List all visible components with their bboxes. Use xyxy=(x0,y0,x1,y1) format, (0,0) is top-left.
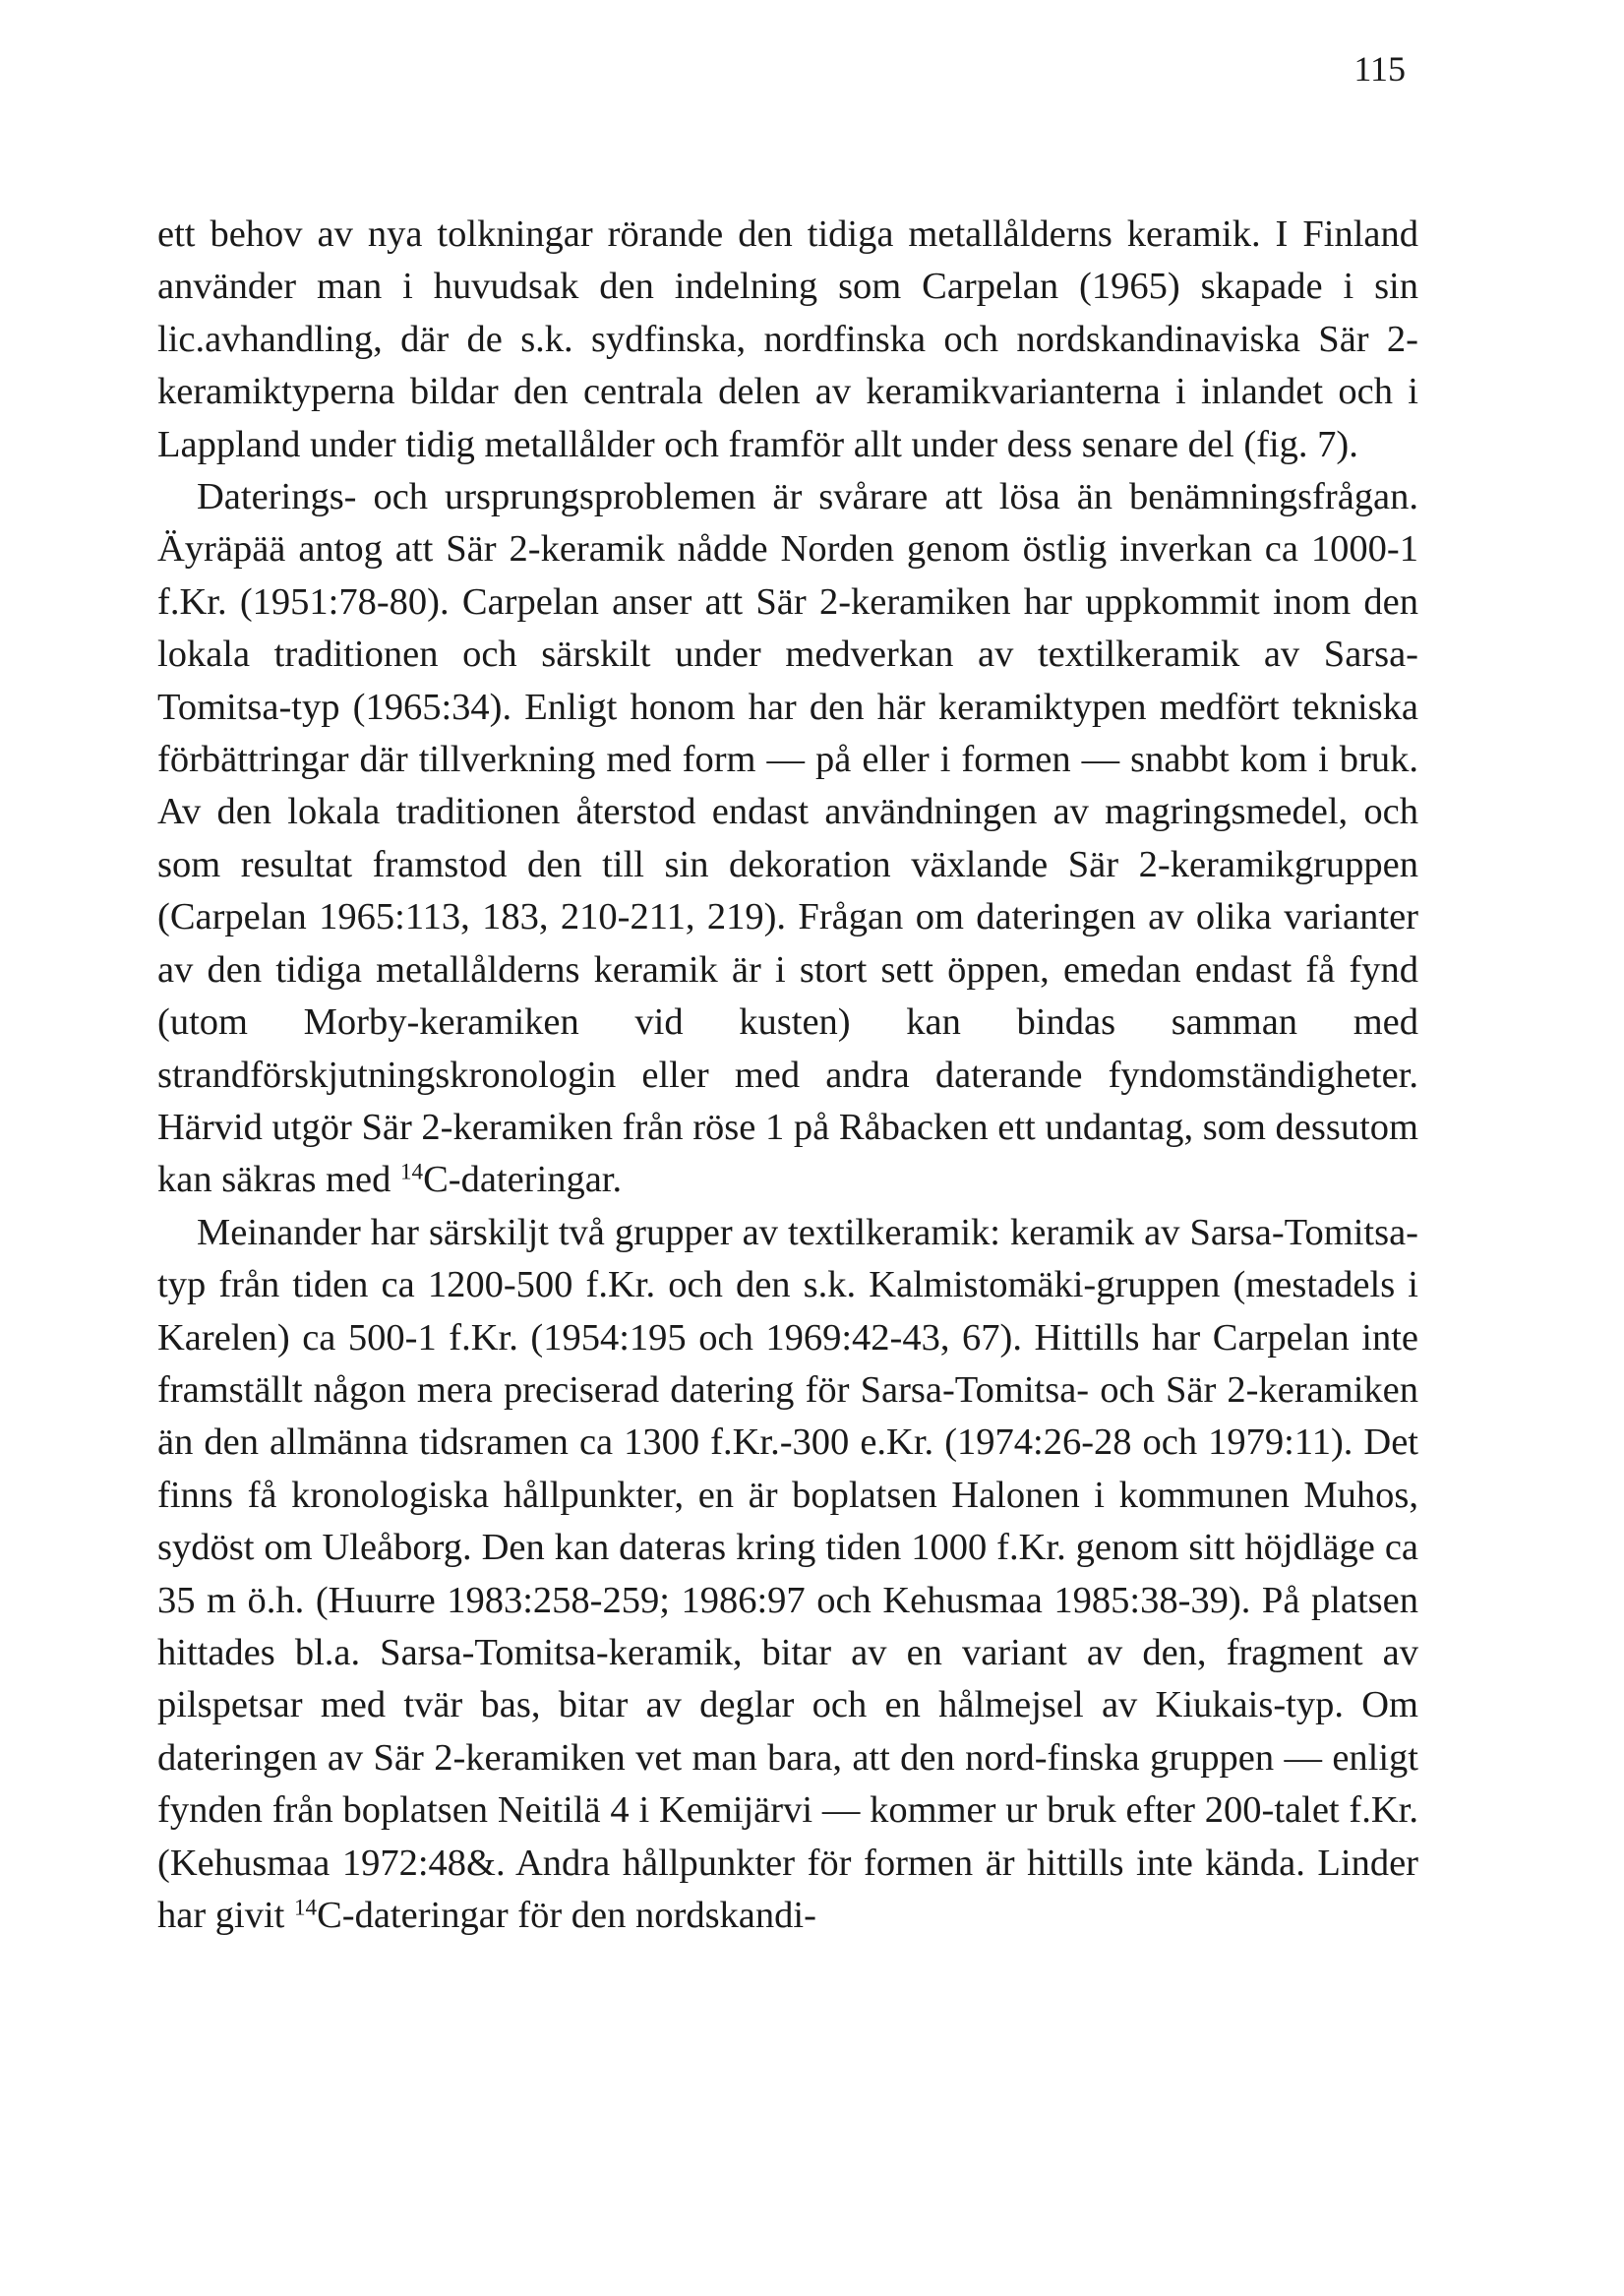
paragraph-2 xyxy=(157,471,1418,1207)
body-text xyxy=(157,209,1418,1942)
paragraph-3 xyxy=(157,1207,1418,1943)
paragraph-3-text-end: C-dateringar för den nordskandi- xyxy=(317,1895,816,1936)
paragraph-2-text-end: C-dateringar. xyxy=(423,1159,623,1201)
superscript-14: 14 xyxy=(399,1158,424,1184)
page-number: 115 xyxy=(1353,49,1406,89)
paragraph-2-text: Daterings- och ursprungsproblemen är svårare att lösa än benämningsfrågan. Äyräpää antog att Sär 2-keramik nådde Norden genom östlig inverkan ca 1000-1 f.Kr. (1951:78-80). Carpelan anser att Sär 2-keramiken har uppkommit inom den lokala traditionen och särskilt under medverkan av textilkeramik av Sarsa-Tomitsa-typ (1965:34). Enligt honom har den här keramiktypen medfört tekniska förbättringar där tillverkning med form — på eller i formen — snabbt kom i bruk. Av den lokala traditionen återstod endast användningen av magringsmedel, och som resultat framstod den till sin dekoration växlande Sär 2-keramikgruppen (Carpelan 1965:113, 183, 210-211, 219). Frågan om dateringen av olika varianter av den tidiga metallålderns keramik är i stort sett öppen, emedan endast få fynd (utom Morby-keramiken vid kusten) kan bindas samman med strandförskjutningskronologin eller med andra daterande fyndomständigheter. Härvid utgör Sär 2-keramiken från röse 1 på Råbacken ett undantag, som dessutom kan säkras med xyxy=(157,476,1418,1201)
paragraph-3-text: Meinander har särskiljt två grupper av textilkeramik: keramik av Sarsa-Tomitsa-typ från tiden ca 1200-500 f.Kr. och den s.k. Kalmistomäki-gruppen (mestadels i Karelen) ca 500-1 f.Kr. (1954:195 och 1969:42-43, 67). Hittills har Carpelan inte framställt någon mera preciserad datering för Sarsa-Tomitsa- och Sär 2-keramiken än den allmänna tidsramen ca 1300 f.Kr.-300 e.Kr. (1974:26-28 och 1979:11). Det finns få kronologiska hållpunkter, en är boplatsen Halonen i kommunen Muhos, sydöst om Uleåborg. Den kan dateras kring tiden 1000 f.Kr. genom sitt höjdläge ca 35 m ö.h. (Huurre 1983:258-259; 1986:97 och Kehusmaa 1985:38-39). På platsen hittades bl.a. Sarsa-Tomitsa-keramik, bitar av en variant av den, fragment av pilspetsar med tvär bas, bitar av deglar och en hålmejsel av Kiukais-typ. Om dateringen av Sär 2-keramiken vet man bara, att den nord-finska gruppen — enligt fynden från boplatsen Neitilä 4 i Kemijärvi — kommer ur bruk efter 200-talet f.Kr. (Kehusmaa 1972:48&. Andra hållpunkter för formen är hittills inte kända. Linder har givit xyxy=(157,1211,1418,1936)
paragraph-1: ett behov av nya tolkningar rörande den tidiga metallålderns keramik. I Finland använder man i huvudsak den indelning som Carpelan (1965) skapade i sin lic.avhandling, där de s.k. sydfinska, nordfinska och nordskandinaviska Sär 2-keramiktyperna bildar den centrala delen av keramikvarianterna i inlandet och i Lappland under tidig metallålder och framför allt under dess senare del (fig. 7). xyxy=(157,213,1418,465)
superscript-14: 14 xyxy=(294,1894,318,1920)
